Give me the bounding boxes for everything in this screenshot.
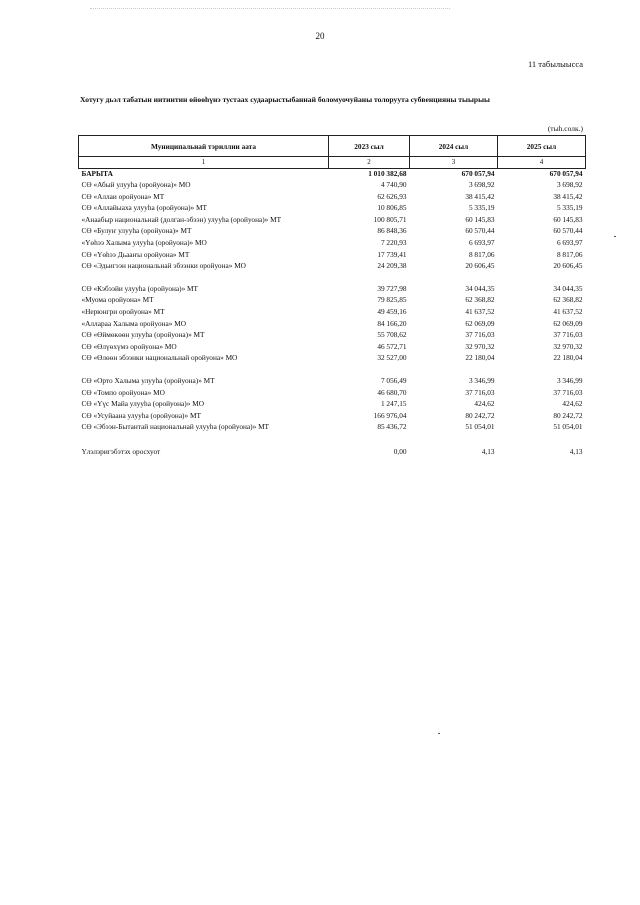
value-2025: 62 368,82 (553, 295, 583, 305)
value-2025: 3 346,99 (556, 376, 583, 385)
value-2024: 3 698,92 (468, 180, 495, 190)
value-2025: 37 716,03 (553, 387, 583, 397)
value-2024: 5 335,19 (468, 203, 495, 213)
scan-artifact (438, 733, 440, 734)
table-row (79, 399, 586, 411)
document-title: Хотугу дьэл табатын иитиитин өйөөһүнэ тустаах судаарыстыбаннай боломуочуйаны толоруута субвенцияны тыырыы (80, 95, 490, 104)
spacer-row (79, 365, 586, 376)
value-2023: 24 209,38 (377, 261, 407, 271)
column-number: 2 (329, 157, 410, 169)
table-row (79, 319, 586, 331)
total-label: БАРЫТА (79, 168, 329, 180)
municipality-name: СӨ «Томпо оройуона» МО (81, 387, 165, 397)
value-2025: 60 570,44 (553, 226, 583, 236)
table-row (79, 284, 586, 296)
value-2024: 34 044,35 (465, 283, 495, 293)
column-header: Муниципальнай тэриллии аата (79, 136, 329, 157)
column-header: 2023 сыл (329, 136, 410, 157)
value-2025: 60 145,83 (553, 214, 583, 224)
table-row (79, 376, 586, 388)
value-2025: 37 716,03 (553, 330, 583, 340)
page-number: 20 (315, 31, 325, 41)
value-2025: 4,13 (569, 446, 583, 456)
value-2023: 17 739,41 (377, 249, 407, 259)
municipality-name: СӨ «Өлүөхүмэ оройуона» МО (81, 341, 177, 351)
value-2023: 84 166,20 (377, 318, 407, 328)
total-2024: 670 057,94 (410, 168, 498, 180)
value-2023: 55 708,62 (377, 330, 407, 340)
value-2024: 62 069,09 (465, 318, 495, 328)
appendix-label: 11 табылыысса (527, 59, 583, 69)
municipality-name: «Үөһээ Халыма улууһа (оройуона)» МО (81, 238, 207, 248)
value-2025: 80 242,72 (553, 410, 583, 420)
municipality-name: СӨ «Үүс Майа улууһа (оройуона)» МО (81, 399, 204, 409)
table-row (79, 422, 586, 434)
municipality-name: СӨ «Кэбээйи улууһа (оройуона)» МТ (81, 283, 198, 293)
municipality-name: Үлэлэригэбэтэх оросхуот (81, 446, 161, 456)
value-2023: 100 805,71 (373, 214, 407, 224)
municipality-name: «Анаабыр национальнай (долган-эбээн) улууһа (оройуона)» МТ (81, 214, 282, 224)
column-number: 3 (410, 157, 498, 169)
value-2023: 39 727,98 (377, 283, 407, 293)
value-2024: 60 145,83 (465, 214, 495, 224)
spacer-cell (79, 365, 586, 376)
spacer-cell (79, 273, 586, 284)
table-row (79, 353, 586, 365)
value-2025: 3 698,92 (556, 180, 583, 190)
column-number-row (79, 157, 586, 169)
municipality-name: СӨ «Усуйаана улууһа (оройуона)» МТ (81, 410, 201, 420)
value-2025: 20 606,45 (553, 261, 583, 271)
value-2025: 5 335,19 (556, 203, 583, 213)
value-2025: 6 693,97 (556, 238, 583, 248)
spacer-cell (79, 434, 586, 447)
subvention-table (78, 135, 586, 459)
value-2024: 62 368,82 (465, 295, 495, 305)
value-2025: 38 415,42 (553, 191, 583, 201)
table-row (79, 203, 586, 215)
municipality-name: СӨ «Аллаи оройуона» МТ (81, 191, 165, 201)
table-row (79, 295, 586, 307)
value-2024: 424,62 (474, 399, 495, 409)
table-row (79, 342, 586, 354)
column-header: 2025 сыл (498, 136, 586, 157)
value-2025: 34 044,35 (553, 283, 583, 293)
value-2025: 22 180,04 (553, 353, 583, 363)
municipality-name: СӨ «Аллайыаха улууһа (оройуона)» МТ (81, 203, 207, 213)
value-2023: 166 976,04 (373, 410, 407, 420)
table-row (79, 250, 586, 262)
municipality-name: «Нерюнгри оройуона» МТ (81, 307, 165, 317)
municipality-name: СӨ «Эдьигээн национальнай эбээнки оройуона» МО (81, 261, 246, 271)
spacer-row (79, 273, 586, 284)
table-row (79, 447, 586, 459)
value-2023: 32 527,00 (377, 353, 407, 363)
table-row (79, 238, 586, 250)
value-2025: 62 069,09 (553, 318, 583, 328)
value-2024: 6 693,97 (468, 238, 495, 248)
value-2023: 46 572,71 (377, 341, 407, 351)
table-header-row (79, 136, 586, 157)
table-row (79, 261, 586, 273)
municipality-name: СӨ «Үөһээ Дьааҥы оройуона» МТ (81, 249, 190, 259)
value-2024: 3 346,99 (468, 376, 495, 385)
municipality-name: СӨ «Эбээн-Бытантай национальнай улууһа (оройуона)» МТ (81, 422, 270, 432)
value-2025: 51 054,01 (553, 422, 583, 432)
value-2025: 41 637,52 (553, 307, 583, 317)
value-2024: 41 637,52 (465, 307, 495, 317)
value-2023: 10 806,85 (377, 203, 407, 213)
value-2024: 4,13 (481, 446, 495, 456)
value-2023: 49 459,16 (377, 307, 407, 317)
value-2024: 22 180,04 (465, 353, 495, 363)
municipality-name: СӨ «Орто Халыма улууһа (оройуона)» МТ (81, 376, 215, 385)
value-2024: 80 242,72 (465, 410, 495, 420)
value-2025: 424,62 (562, 399, 583, 409)
value-2023: 62 626,93 (377, 191, 407, 201)
municipality-name: «Муома оройуона» МТ (81, 295, 154, 305)
table-row (79, 192, 586, 204)
table-row (79, 180, 586, 192)
table-row (79, 411, 586, 423)
table-row (79, 215, 586, 227)
total-2023: 1 010 382,68 (329, 168, 410, 180)
value-2023: 79 825,85 (377, 295, 407, 305)
column-number: 4 (498, 157, 586, 169)
value-2024: 37 716,03 (465, 330, 495, 340)
value-2024: 60 570,44 (465, 226, 495, 236)
value-2024: 38 415,42 (465, 191, 495, 201)
value-2024: 8 817,06 (468, 249, 495, 259)
units-label: (тыһ.солк.) (547, 124, 583, 133)
value-2024: 37 716,03 (465, 387, 495, 397)
value-2025: 32 970,32 (553, 341, 583, 351)
municipality-name: СӨ «Өлөөн эбээнки национальнай оройуона» МО (81, 353, 238, 363)
column-number: 1 (79, 157, 329, 169)
value-2024: 32 970,32 (465, 341, 495, 351)
total-row (79, 168, 586, 180)
municipality-name: «Аллараа Халыма оройуона» МО (81, 318, 186, 328)
value-2025: 8 817,06 (556, 249, 583, 259)
value-2023: 1 247,15 (380, 399, 407, 409)
scan-artifact (90, 8, 450, 10)
value-2023: 7 220,93 (380, 238, 407, 248)
column-header: 2024 сыл (410, 136, 498, 157)
value-2023: 46 680,70 (377, 387, 407, 397)
table-row (79, 307, 586, 319)
municipality-name: СӨ «Өймөкөөн улууһа (оройуона)» МТ (81, 330, 205, 340)
table-row (79, 330, 586, 342)
value-2023: 4 740,90 (380, 180, 407, 190)
value-2023: 86 848,36 (377, 226, 407, 236)
value-2024: 20 606,45 (465, 261, 495, 271)
table-row (79, 388, 586, 400)
value-2023: 85 436,72 (377, 422, 407, 432)
value-2023: 7 056,49 (380, 376, 407, 385)
total-2025: 670 057,94 (498, 168, 586, 180)
scan-artifact (614, 236, 616, 237)
municipality-name: СӨ «Булуҥ улууһа (оройуона)» МТ (81, 226, 192, 236)
spacer-row (79, 434, 586, 447)
table-row (79, 226, 586, 238)
value-2024: 51 054,01 (465, 422, 495, 432)
municipality-name: СӨ «Абый улууһа (оройуона)» МО (81, 180, 191, 190)
value-2023: 0,00 (393, 446, 407, 456)
